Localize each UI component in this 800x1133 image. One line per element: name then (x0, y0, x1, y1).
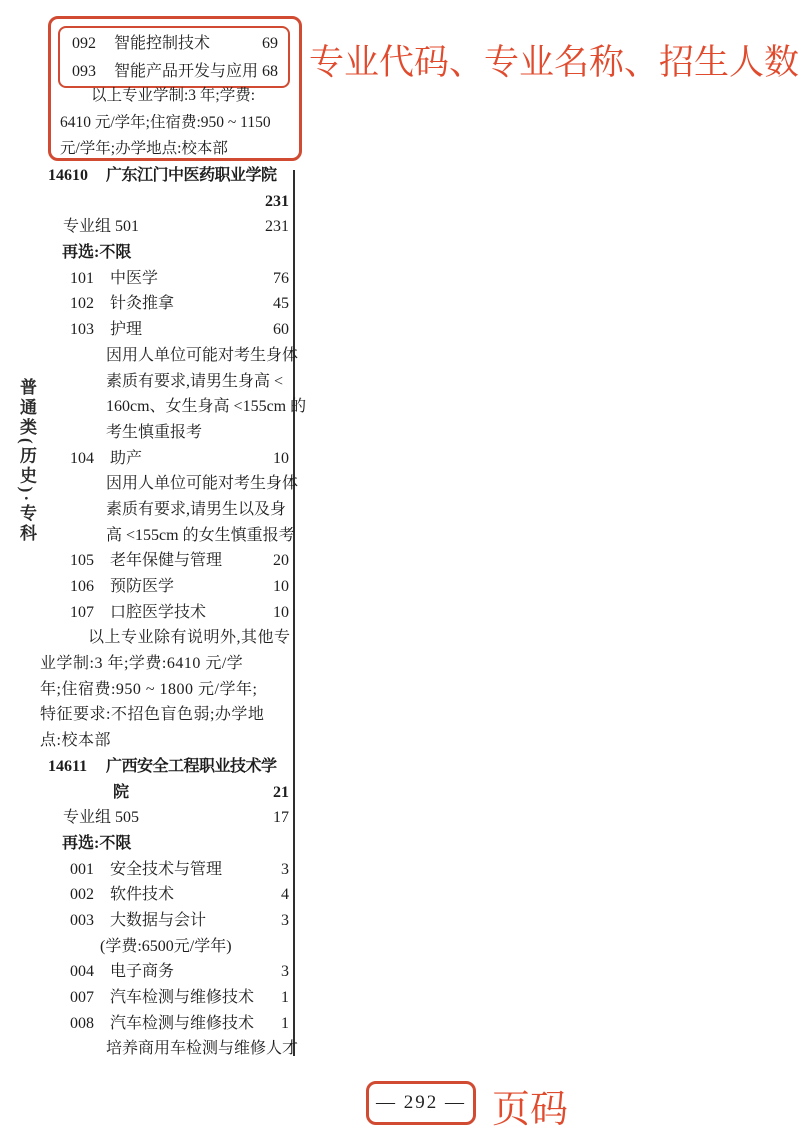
major-code: 101 (70, 269, 94, 287)
major-code: 008 (70, 1014, 94, 1032)
line-text: 以上专业除有说明外,其他专 (88, 629, 291, 647)
major-row (40, 317, 289, 343)
institution-code: 14611 (48, 757, 88, 775)
line-text: 院 (113, 783, 130, 801)
major-rows-highlight-box (58, 26, 290, 88)
line-text: 高 <155cm 的女生慎重报考 (106, 526, 295, 544)
line-text: 大数据与会计 (110, 911, 207, 929)
line-text: 护理 (110, 321, 143, 339)
line-text: 培养商用车检测与维修人才 (106, 1040, 299, 1058)
note-line (40, 420, 289, 446)
major-row (40, 548, 289, 574)
category-sidebar-label: 普通类(历史)·专科 (17, 378, 36, 544)
major-code: 104 (70, 449, 94, 467)
line-text: 点:校本部 (40, 732, 111, 750)
major-row (40, 908, 289, 934)
major-row (40, 1011, 289, 1037)
major-name: 智能控制技术 (114, 35, 211, 52)
institution-row (40, 163, 289, 189)
line-text: 电子商务 (110, 963, 175, 981)
line-text: 因用人单位可能对考生身体 (106, 346, 299, 364)
line-text: 安全技术与管理 (110, 860, 223, 878)
major-row (40, 857, 289, 883)
count-value: 10 (273, 603, 289, 621)
institution-row-continued (40, 780, 289, 806)
major-code: 102 (70, 295, 94, 313)
line-text: 素质有要求,请男生身高 < (106, 372, 284, 390)
page-number-box (366, 1081, 476, 1125)
page-number: — 292 — (376, 1092, 466, 1113)
note-line (40, 343, 299, 369)
major-code: 107 (70, 603, 94, 621)
major-name: 智能产品开发与应用 (114, 63, 259, 80)
major-entries-highlight-box (48, 16, 302, 161)
fields-annotation-label: 专业代码、专业名称、招生人数 (309, 43, 800, 82)
reselect-row (40, 240, 289, 266)
line-text: 老年保健与管理 (110, 552, 223, 570)
note-line (40, 625, 289, 651)
major-row (40, 266, 289, 292)
line-text: 针灸推拿 (110, 295, 175, 313)
line-text: 再选:不限 (62, 834, 132, 852)
count-value: 10 (273, 578, 289, 595)
fee-note-line (40, 934, 289, 960)
count-value: 231 (265, 192, 289, 210)
major-row (40, 882, 289, 908)
major-code: 001 (70, 860, 94, 878)
line-text: 再选:不限 (62, 244, 132, 262)
major-row (72, 30, 278, 58)
count-value: 4 (281, 886, 289, 904)
line-text: 助产 (110, 449, 143, 467)
major-row (40, 959, 289, 985)
program-note-line: 6410 元/学年;住宿费:950 ~ 1150 (60, 113, 271, 131)
line-text: 160cm、女生身高 <155cm 的 (106, 398, 307, 416)
note-line (40, 677, 289, 703)
major-code: 106 (70, 578, 94, 595)
major-code: 007 (70, 989, 94, 1006)
count-value: 1 (281, 1014, 289, 1032)
highlight-program-notes (60, 83, 294, 163)
major-row (40, 574, 289, 600)
count-value: 20 (273, 552, 289, 570)
program-note-line: 以上专业学制:3 年;学费: (91, 87, 256, 104)
major-row (40, 600, 289, 626)
note-line (40, 523, 295, 549)
line-text: 汽车检测与维修技术 (110, 1014, 255, 1032)
count-value: 45 (273, 295, 289, 313)
major-row (40, 291, 289, 317)
line-text: 考生慎重报考 (106, 423, 203, 441)
line-text: 软件技术 (110, 886, 175, 904)
count-value: 21 (273, 783, 289, 801)
reselect-row (40, 831, 289, 857)
line-text: (学费:6500元/学年) (100, 937, 232, 955)
major-code: 103 (70, 321, 94, 339)
major-row (72, 58, 278, 86)
major-group-row (40, 214, 289, 240)
column-divider (293, 170, 295, 1056)
admissions-listing (40, 163, 307, 1062)
line-text: 特征要求:不招色盲色弱;办学地 (40, 706, 265, 724)
line-text: 汽车检测与维修技术 (110, 989, 255, 1006)
line-text: 口腔医学技术 (110, 603, 207, 621)
note-line (40, 651, 289, 677)
major-code: 093 (72, 63, 96, 80)
count-value: 60 (273, 321, 289, 339)
count-value: 3 (281, 911, 289, 929)
line-text: 因用人单位可能对考生身体 (106, 475, 299, 493)
count-value: 10 (273, 449, 289, 467)
note-line (40, 1036, 299, 1062)
institution-row (40, 754, 289, 780)
note-line (40, 369, 289, 395)
count-value: 1 (281, 989, 289, 1006)
line-text: 素质有要求,请男生以及身 (106, 500, 287, 518)
major-count: 69 (262, 35, 278, 52)
program-note-line: 元/学年;办学地点:校本部 (60, 140, 228, 157)
major-code: 105 (70, 552, 94, 570)
line-text: 预防医学 (110, 578, 175, 595)
major-row (40, 985, 289, 1011)
note-line (40, 471, 299, 497)
major-code: 092 (72, 35, 96, 52)
note-line (40, 394, 307, 420)
highlight-major-rows (72, 30, 278, 86)
line-text: 广东江门中医药职业学院 (106, 167, 277, 184)
note-line (40, 702, 289, 728)
total-count-row (40, 189, 289, 215)
count-value: 3 (281, 860, 289, 878)
line-text: 业学制:3 年;学费:6410 元/学 (40, 655, 244, 673)
major-code: 002 (70, 886, 94, 904)
note-line (40, 728, 289, 754)
count-value: 231 (265, 218, 289, 236)
line-text: 中医学 (110, 269, 159, 287)
major-group-row (40, 805, 289, 831)
major-code: 003 (70, 911, 94, 929)
institution-code: 14610 (48, 167, 88, 184)
count-value: 3 (281, 963, 289, 981)
count-value: 76 (273, 269, 289, 287)
major-code: 004 (70, 963, 94, 981)
line-text: 专业组 501 (63, 218, 140, 236)
note-line (40, 497, 289, 523)
major-row (40, 446, 289, 472)
line-text: 专业组 505 (63, 809, 140, 827)
page-number-annotation-label: 页码 (492, 1089, 569, 1131)
line-text: 年;住宿费:950 ~ 1800 元/学年; (40, 680, 258, 698)
line-text: 广西安全工程职业技术学 (106, 757, 277, 775)
major-count: 68 (262, 63, 278, 80)
count-value: 17 (273, 809, 289, 827)
